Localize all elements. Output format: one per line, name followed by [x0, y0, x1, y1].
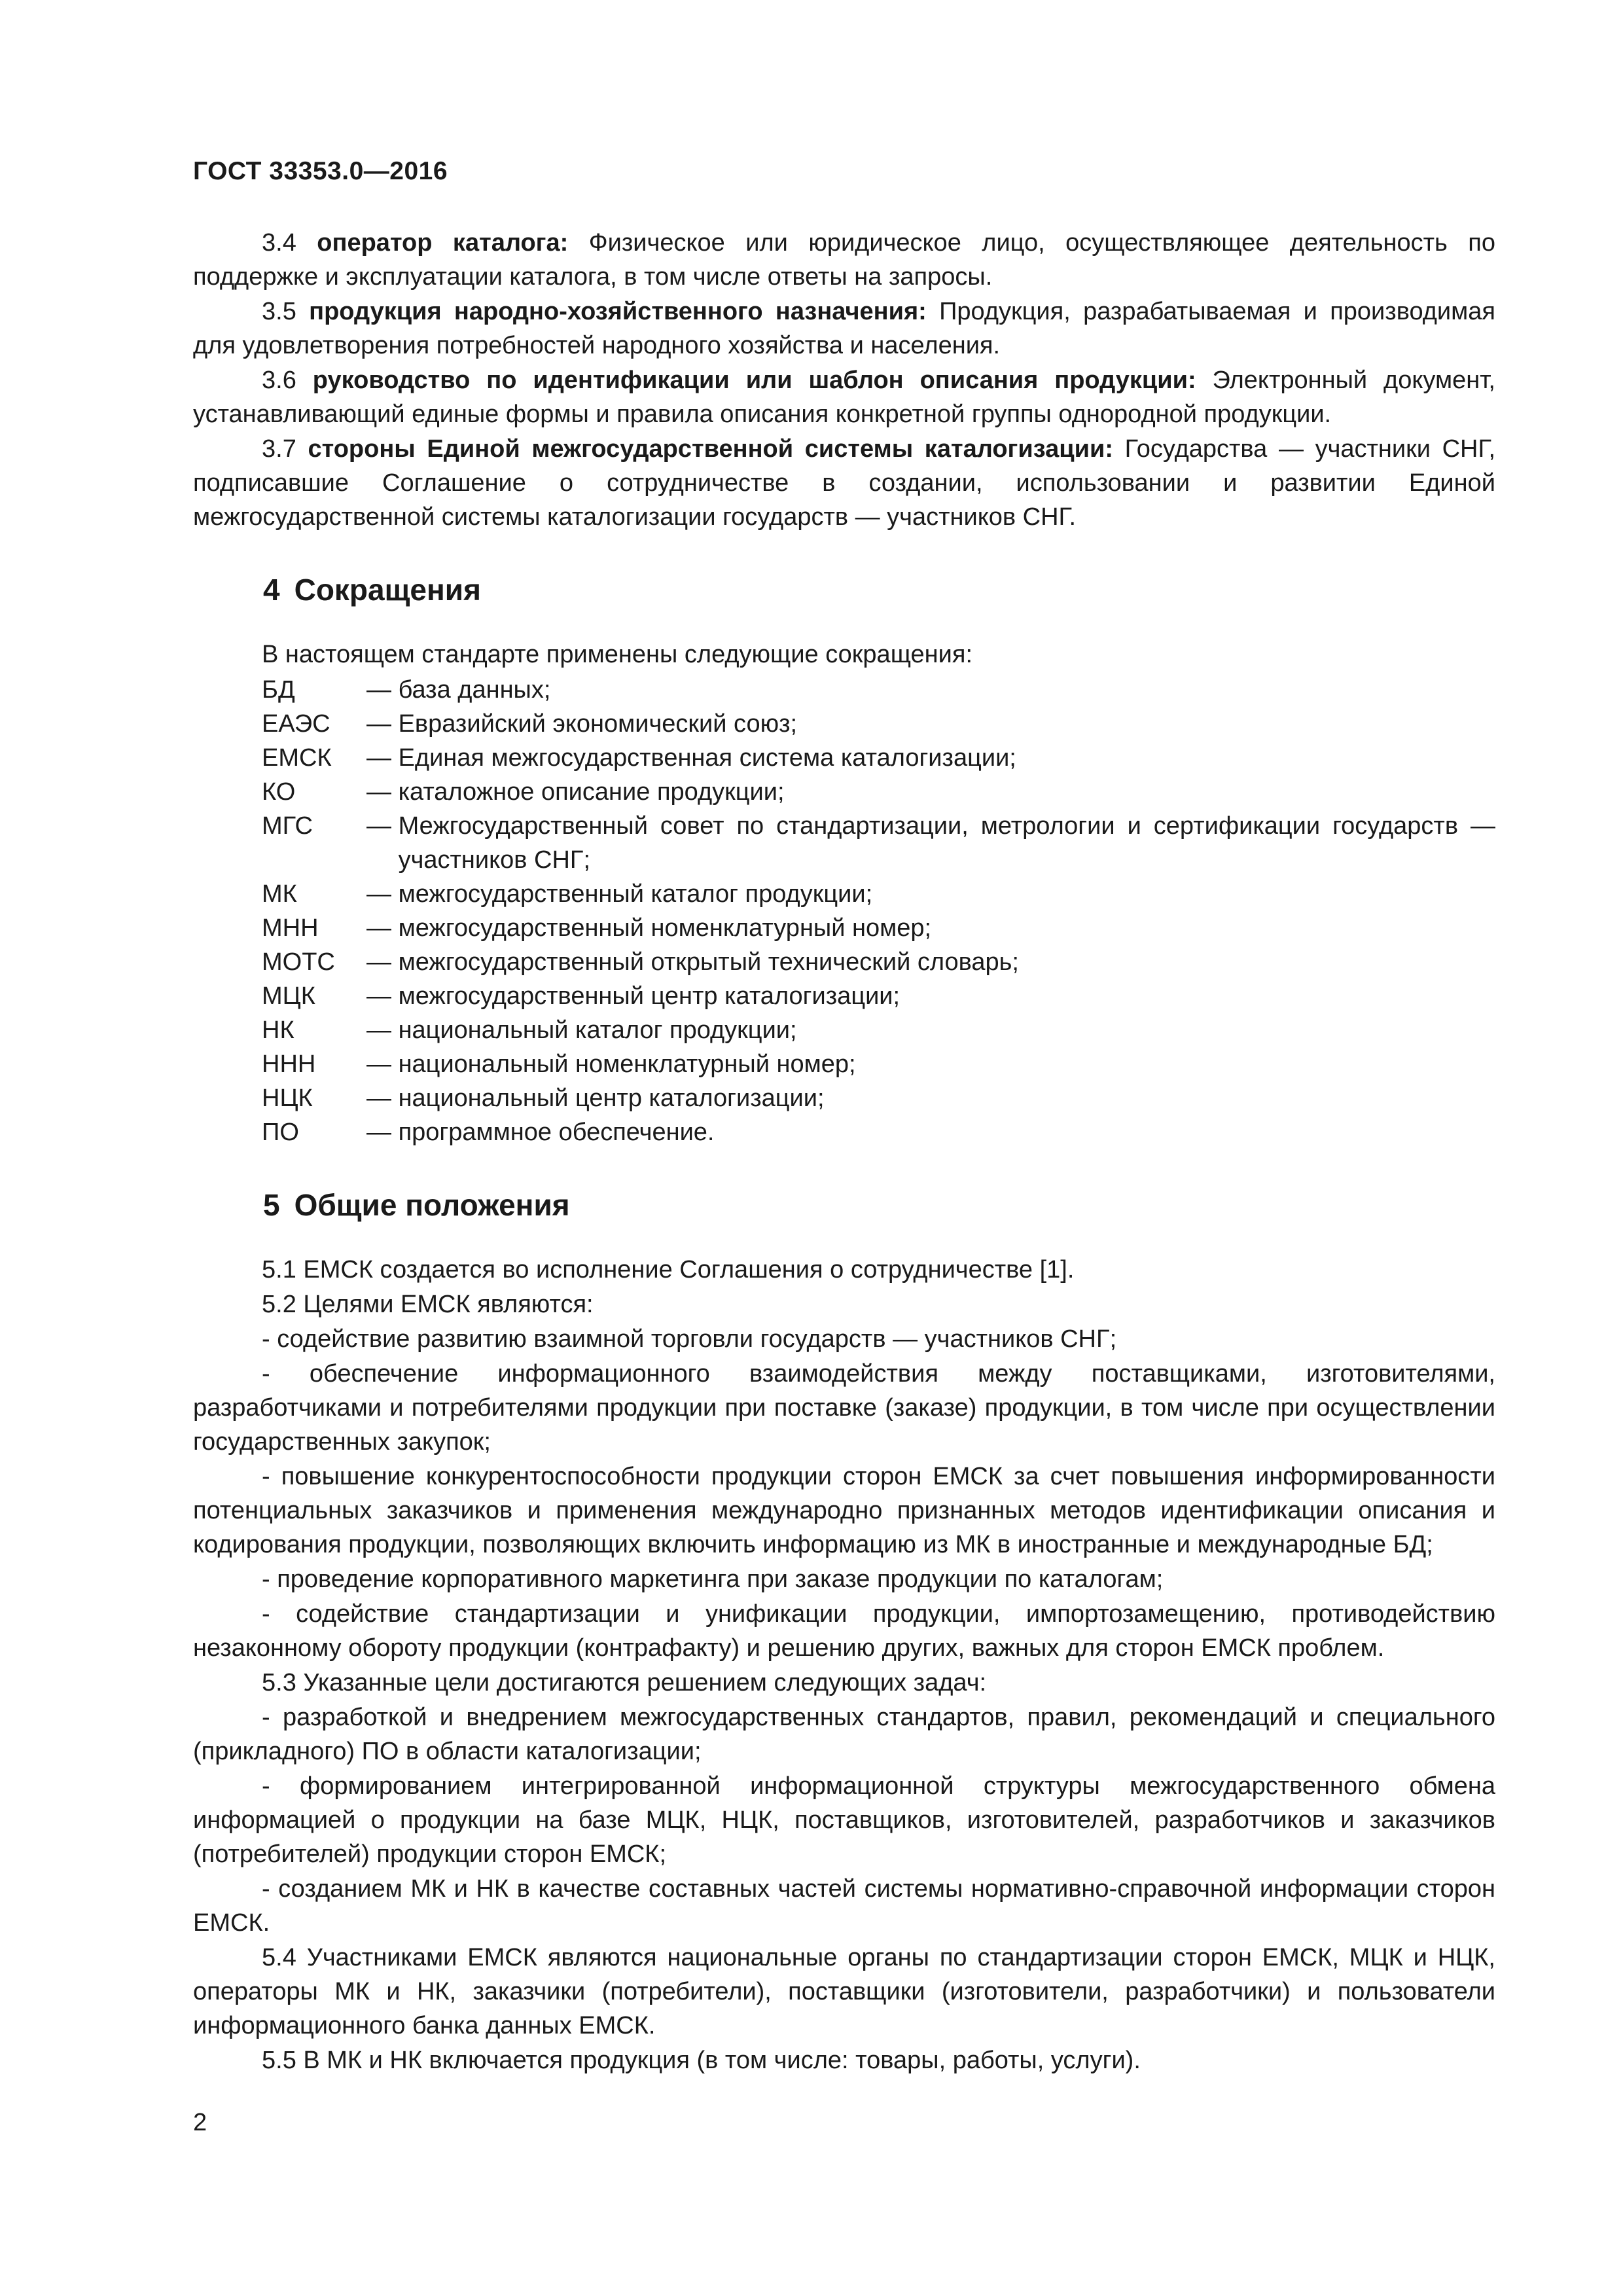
definitions-block: [193, 226, 1495, 534]
page-number: 2: [193, 2109, 207, 2136]
definition-term: руководство по идентификации или шаблон описания продукции:: [312, 367, 1196, 394]
abbreviation-item: МЦК — межгосударственный центр каталогизации;: [262, 982, 901, 1010]
abbreviation-item: МНН — межгосударственный номенклатурный номер;: [262, 914, 932, 942]
paragraph: 5.2 Целями ЕМСК являются:: [262, 1291, 594, 1318]
abbreviation-item: ПО — программное обеспечение.: [262, 1119, 715, 1146]
definition-term: продукция народно-хозяйственного назначения:: [309, 298, 927, 325]
abbreviation-item: МК — межгосударственный каталог продукции;: [262, 880, 873, 908]
list-item: - созданием МК и НК в качестве составных частей системы нормативно-справочной информации сторон ЕМСК.: [193, 1875, 1495, 1937]
list-item: - обеспечение информационного взаимодействия между поставщиками, изготовителями, разработчиками и потребителями продукции при поставке (заказе) продукции, в том числе при осуществлении государственных закупок;: [193, 1360, 1495, 1456]
definition-item: 3.4 оператор каталога: Физическое или юридическое лицо, осуществляющее деятельность по поддержке и эксплуатации каталога, в том числе ответы на запросы.: [193, 229, 1495, 291]
list-item: - формированием интегрированной информационной структуры межгосударственного обмена информацией о продукции на базе МЦК, НЦК, поставщиков, изготовителей, разработчиков и заказчиков (потребителей) продукции сторон ЕМСК;: [193, 1772, 1495, 1868]
list-item: - содействие стандартизации и унификации продукции, импортозамещению, противодействию незаконному обороту продукции (контрафакту) и решению других, важных для сторон ЕМСК проблем.: [193, 1600, 1495, 1662]
list-item: - разработкой и внедрением межгосударственных стандартов, правил, рекомендаций и специального (прикладного) ПО в области каталогизации;: [193, 1704, 1495, 1765]
document-body: [193, 226, 1495, 2078]
section-heading-general-provisions: 5 Общие положения: [263, 1188, 570, 1222]
abbreviation-item: КО — каталожное описание продукции;: [262, 778, 785, 806]
section-heading-abbreviations: 4 Сокращения: [263, 573, 481, 607]
abbreviations-intro: В настоящем стандарте применены следующие сокращения:: [262, 641, 973, 668]
abbreviation-item: ЕМСК — Единая межгосударственная система каталогизации;: [262, 744, 1016, 772]
definition-item: 3.7 стороны Единой межгосударственной системы каталогизации: Государства — участники СНГ, подписавшие Соглашение о сотрудничестве в создании, использовании и развитии Единой межгосударственной системы каталогизации государств — участников СНГ.: [193, 435, 1495, 531]
abbreviations-list: [193, 673, 1495, 1149]
abbreviation-item: БД — база данных;: [262, 676, 551, 704]
list-item: - содействие развитию взаимной торговли государств — участников СНГ;: [262, 1325, 1117, 1353]
list-item: - повышение конкурентоспособности продукции сторон ЕМСК за счет повышения информированности потенциальных заказчиков и применения международно признанных методов идентификации описания и кодирования продукции, позволяющих включить информацию из МК в иностранные и международные БД;: [193, 1463, 1495, 1558]
abbreviation-item: НЦК — национальный центр каталогизации;: [262, 1085, 825, 1112]
document-header: ГОСТ 33353.0—2016: [193, 157, 448, 185]
abbreviation-item: МОТС — межгосударственный открытый технический словарь;: [262, 948, 1019, 976]
abbreviation-item: ЕАЭС — Евразийский экономический союз;: [262, 710, 798, 738]
paragraph: 5.3 Указанные цели достигаются решением следующих задач:: [262, 1669, 987, 1696]
definition-item: 3.5 продукция народно-хозяйственного назначения: Продукция, разрабатываемая и производимая для удовлетворения потребностей народного хозяйства и населения.: [193, 298, 1495, 359]
paragraph: 5.4 Участниками ЕМСК являются национальные органы по стандартизации сторон ЕМСК, МЦК и НЦК, операторы МК и НК, заказчики (потребители), поставщики (изготовители, разработчики) и пользователи информационного банка данных ЕМСК.: [193, 1944, 1495, 2039]
list-item: - проведение корпоративного маркетинга при заказе продукции по каталогам;: [262, 1566, 1164, 1593]
definition-term: стороны Единой межгосударственной системы каталогизации:: [308, 435, 1114, 463]
abbreviation-item: ННН — национальный номенклатурный номер;: [262, 1050, 856, 1078]
abbreviation-item: МГС — Межгосударственный совет по стандартизации, метрологии и сертификации государств — участников СНГ;: [262, 812, 1495, 874]
definition-item: 3.6 руководство по идентификации или шаблон описания продукции: Электронный документ, устанавливающий единые формы и правила описания конкретной группы однородной продукции.: [193, 367, 1495, 428]
paragraph: 5.5 В МК и НК включается продукция (в том числе: товары, работы, услуги).: [262, 2047, 1141, 2074]
abbreviation-item: НК — национальный каталог продукции;: [262, 1016, 797, 1044]
general-provisions-block: [193, 1253, 1495, 2077]
paragraph: 5.1 ЕМСК создается во исполнение Соглашения о сотрудничестве [1].: [262, 1256, 1075, 1283]
definition-term: оператор каталога:: [317, 229, 569, 257]
